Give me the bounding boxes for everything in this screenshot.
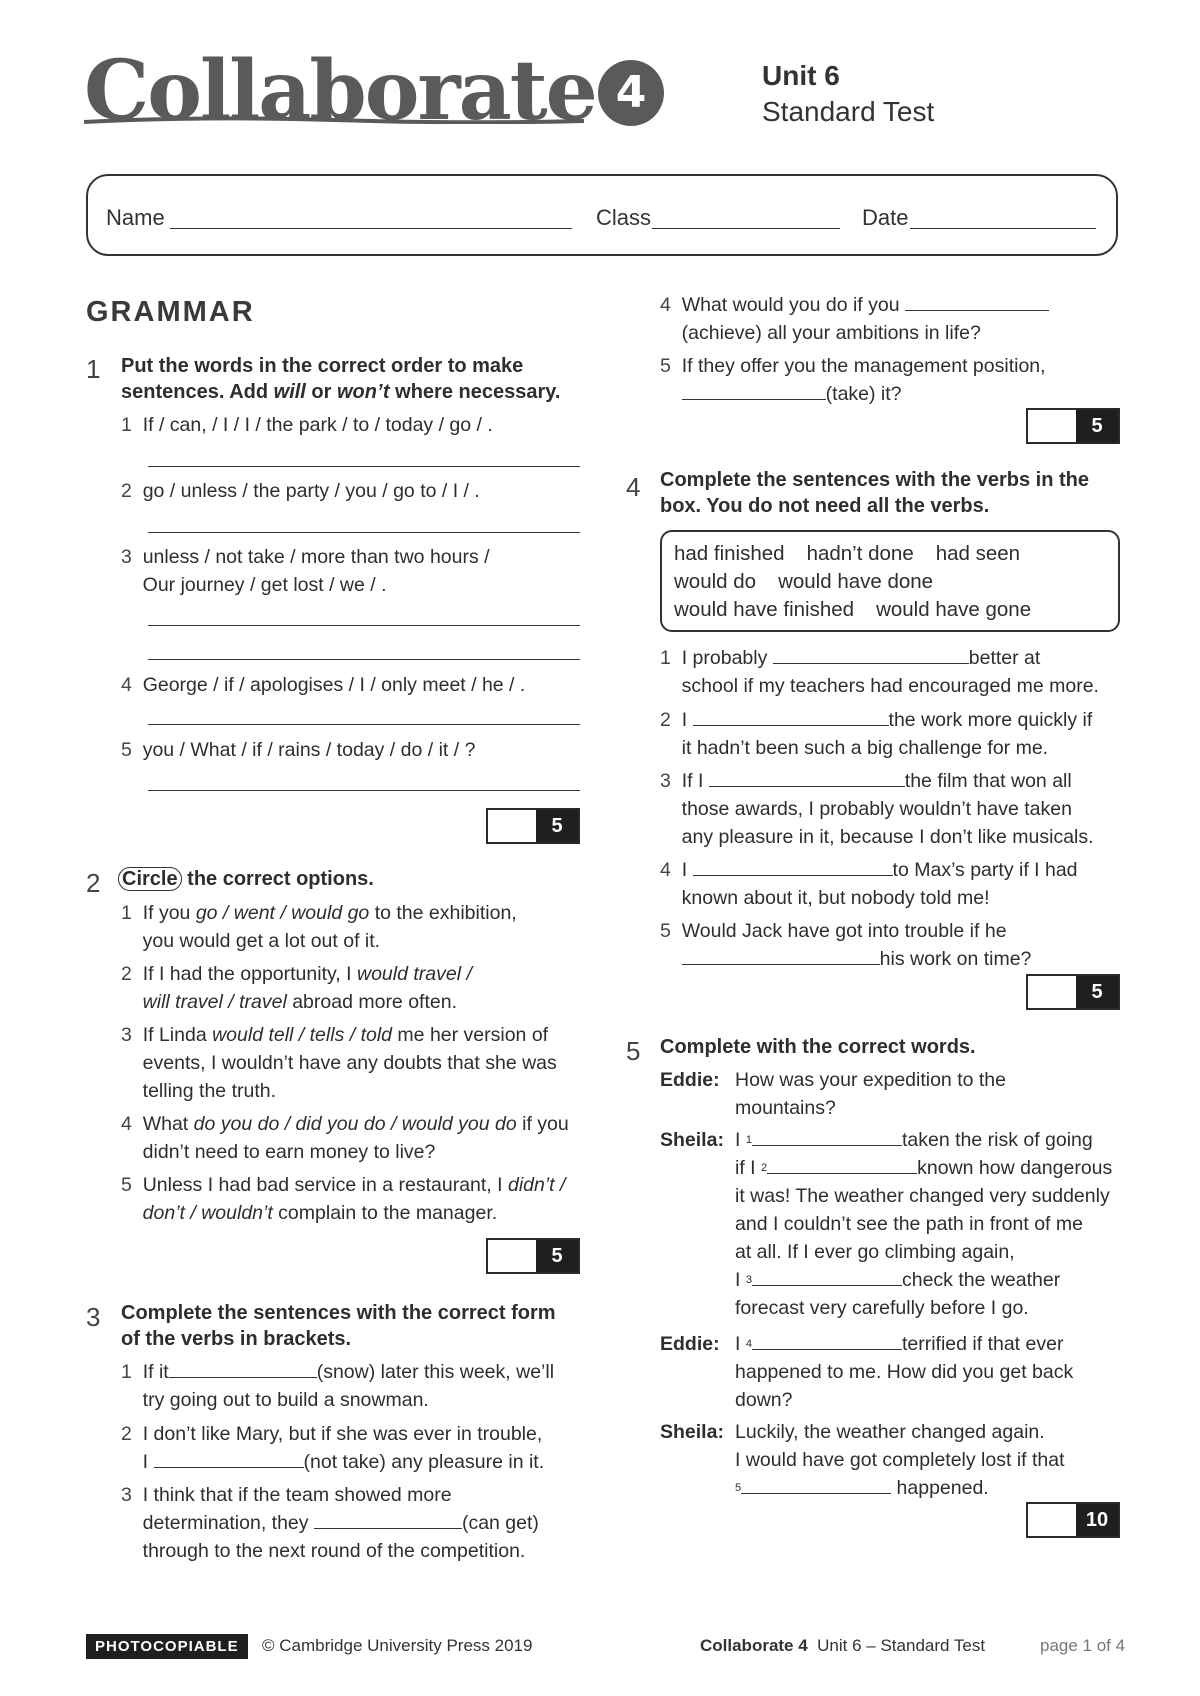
answer-line[interactable] bbox=[148, 532, 580, 533]
question-number: 3 bbox=[86, 1302, 101, 1332]
question-number: 2 bbox=[86, 868, 101, 898]
date-field[interactable] bbox=[910, 228, 1096, 229]
dialogue-text: How was your expedition to the mountains? bbox=[735, 1069, 1006, 1119]
list-item: 2 I don’t like Mary, but if she was ever in trouble, I (not take) any pleasure in it. bbox=[121, 1423, 545, 1473]
answer-line[interactable] bbox=[148, 659, 580, 660]
answer-blank[interactable] bbox=[767, 1155, 917, 1174]
dialogue-text: I $^1$ taken the risk of going if I $^2$ known how dangerous it was! The weather changed very suddenly and I couldn’t see the path in front of me at all. If I ever go climbing again, I $^3$ check the weather forecast very carefully before I go. bbox=[735, 1129, 1113, 1319]
speaker-name: Eddie: bbox=[660, 1333, 720, 1355]
question-instruction: Complete the sentences with the correct form of the verbs in brackets. bbox=[121, 1302, 556, 1350]
answer-blank[interactable] bbox=[752, 1127, 902, 1146]
section-title: GRAMMAR bbox=[86, 296, 255, 328]
answer-blank[interactable] bbox=[682, 381, 826, 400]
question-number: 5 bbox=[626, 1036, 641, 1066]
list-item: 3 I think that if the team showed more determination, they (can get) through to the next round of the competition. bbox=[121, 1484, 539, 1562]
answer-blank[interactable] bbox=[741, 1475, 891, 1494]
answer-line[interactable] bbox=[148, 790, 580, 791]
list-item: 2 I the work more quickly if it hadn’t been such a big challenge for me. bbox=[660, 709, 1093, 759]
logo-level-badge: 4 bbox=[598, 60, 664, 126]
answer-blank[interactable] bbox=[169, 1359, 317, 1378]
class-field[interactable] bbox=[652, 228, 840, 229]
option-choices[interactable]: will travel / travel bbox=[142, 991, 287, 1013]
list-item: 4 What would you do if you (achieve) all your ambitions in life? bbox=[660, 291, 1049, 347]
question-instruction: Complete the sentences with the verbs in the box. You do not need all the verbs. bbox=[660, 469, 1089, 517]
date-label: Date bbox=[862, 205, 909, 230]
list-item: 1 If you go / went / would go to the exhibition, you would get a lot out of it. bbox=[121, 902, 517, 952]
speaker-name: Sheila: bbox=[660, 1129, 724, 1151]
list-item: 4 George / if / apologises / I / only meet / he / . bbox=[121, 674, 526, 696]
question-instruction: Put the words in the correct order to make sentences. Add will or won’t where necessary. bbox=[121, 355, 561, 403]
option-choices[interactable]: go / went / would go bbox=[195, 902, 370, 924]
answer-blank[interactable] bbox=[752, 1267, 902, 1286]
list-item: 5 Unless I had bad service in a restaurant, I didn’t / don’t / wouldn’t complain to the manager. bbox=[121, 1174, 566, 1224]
list-item: 3 If I the film that won all those awards, I probably wouldn’t have taken any pleasure in it, because I don’t like musicals. bbox=[660, 770, 1094, 848]
answer-blank[interactable] bbox=[709, 768, 905, 787]
score-box[interactable]: 5 bbox=[1026, 408, 1120, 444]
list-item: 2 If I had the opportunity, I would travel / will travel / travel abroad more often. bbox=[121, 963, 472, 1013]
answer-blank[interactable] bbox=[752, 1331, 902, 1350]
option-choices[interactable]: do you do / did you do / would you do bbox=[193, 1113, 517, 1135]
list-item: 3 If Linda would tell / tells / told me her version of events, I wouldn’t have any doubts that she was telling the truth. bbox=[121, 1024, 557, 1102]
list-item: 1 If / can, / I / I / the park / to / today / go / . bbox=[121, 414, 493, 436]
name-label: Name bbox=[106, 205, 165, 230]
question-instruction: Circle the correct options. bbox=[118, 866, 374, 892]
list-item: 4 What do you do / did you do / would you do if you didn’t need to earn money to live? bbox=[121, 1113, 569, 1163]
class-label: Class bbox=[596, 205, 652, 230]
speaker-name: Eddie: bbox=[660, 1069, 720, 1091]
answer-line[interactable] bbox=[148, 724, 580, 725]
question-number: 4 bbox=[626, 472, 641, 502]
logo-swash bbox=[84, 116, 584, 124]
question-instruction: Complete with the correct words. bbox=[660, 1036, 976, 1058]
score-box[interactable]: 5 bbox=[486, 1238, 580, 1274]
list-item: 1 I probably better at school if my teachers had encouraged me more. bbox=[660, 647, 1099, 697]
copyright-text: © Cambridge University Press 2019 bbox=[262, 1636, 533, 1655]
option-choices[interactable]: didn’t / bbox=[507, 1174, 566, 1196]
score-box[interactable]: 10 bbox=[1026, 1502, 1120, 1538]
list-item: 5 Would Jack have got into trouble if he his work on time? bbox=[660, 920, 1032, 970]
answer-line[interactable] bbox=[148, 466, 580, 467]
name-field[interactable] bbox=[170, 228, 572, 229]
question-number: 1 bbox=[86, 354, 101, 384]
option-choices[interactable]: would travel / bbox=[356, 963, 472, 985]
unit-title: Unit 6 bbox=[762, 60, 840, 91]
answer-blank[interactable] bbox=[905, 292, 1049, 311]
dialogue-text: I $^4$ terrified if that ever happened to me. How did you get back down? bbox=[735, 1333, 1074, 1411]
score-box[interactable]: 5 bbox=[486, 808, 580, 844]
dialogue-text: Luckily, the weather changed again. I would have got completely lost if that $^5$ happened. bbox=[735, 1421, 1065, 1499]
test-type: Standard Test bbox=[762, 96, 935, 127]
answer-blank[interactable] bbox=[693, 857, 893, 876]
list-item: 2 go / unless / the party / you / go to / I / . bbox=[121, 480, 480, 502]
word-box: had finished hadn’t done had seen would do would have done would have finished would have gone bbox=[660, 530, 1120, 632]
list-item: 5 If they offer you the management position, (take) it? bbox=[660, 355, 1046, 405]
list-item: 3 unless / not take / more than two hours / Our journey / get lost / we / . bbox=[121, 546, 490, 596]
logo-wordmark: Collaborate bbox=[84, 43, 596, 139]
photocopiable-label: PHOTOCOPIABLE bbox=[86, 1634, 248, 1659]
circled-word: Circle bbox=[118, 867, 182, 891]
list-item: 5 you / What / if / rains / today / do / it / ? bbox=[121, 739, 476, 761]
speaker-name: Sheila: bbox=[660, 1421, 724, 1443]
answer-blank[interactable] bbox=[693, 707, 889, 726]
score-box[interactable]: 5 bbox=[1026, 974, 1120, 1010]
answer-blank[interactable] bbox=[682, 946, 880, 965]
page-number: page 1 of 4 bbox=[1040, 1636, 1126, 1655]
answer-blank[interactable] bbox=[314, 1510, 462, 1529]
option-choices[interactable]: would tell / tells / told bbox=[212, 1024, 393, 1046]
list-item: 1 If it (snow) later this week, we’ll try going out to build a snowman. bbox=[121, 1361, 555, 1411]
answer-blank[interactable] bbox=[154, 1449, 304, 1468]
option-choices[interactable]: don’t / wouldn’t bbox=[142, 1202, 273, 1224]
answer-blank[interactable] bbox=[773, 645, 969, 664]
footer-title: Collaborate 4 Unit 6 – Standard Test bbox=[700, 1636, 986, 1655]
list-item: 4 I to Max’s party if I had known about it, but nobody told me! bbox=[660, 859, 1078, 909]
answer-line[interactable] bbox=[148, 625, 580, 626]
